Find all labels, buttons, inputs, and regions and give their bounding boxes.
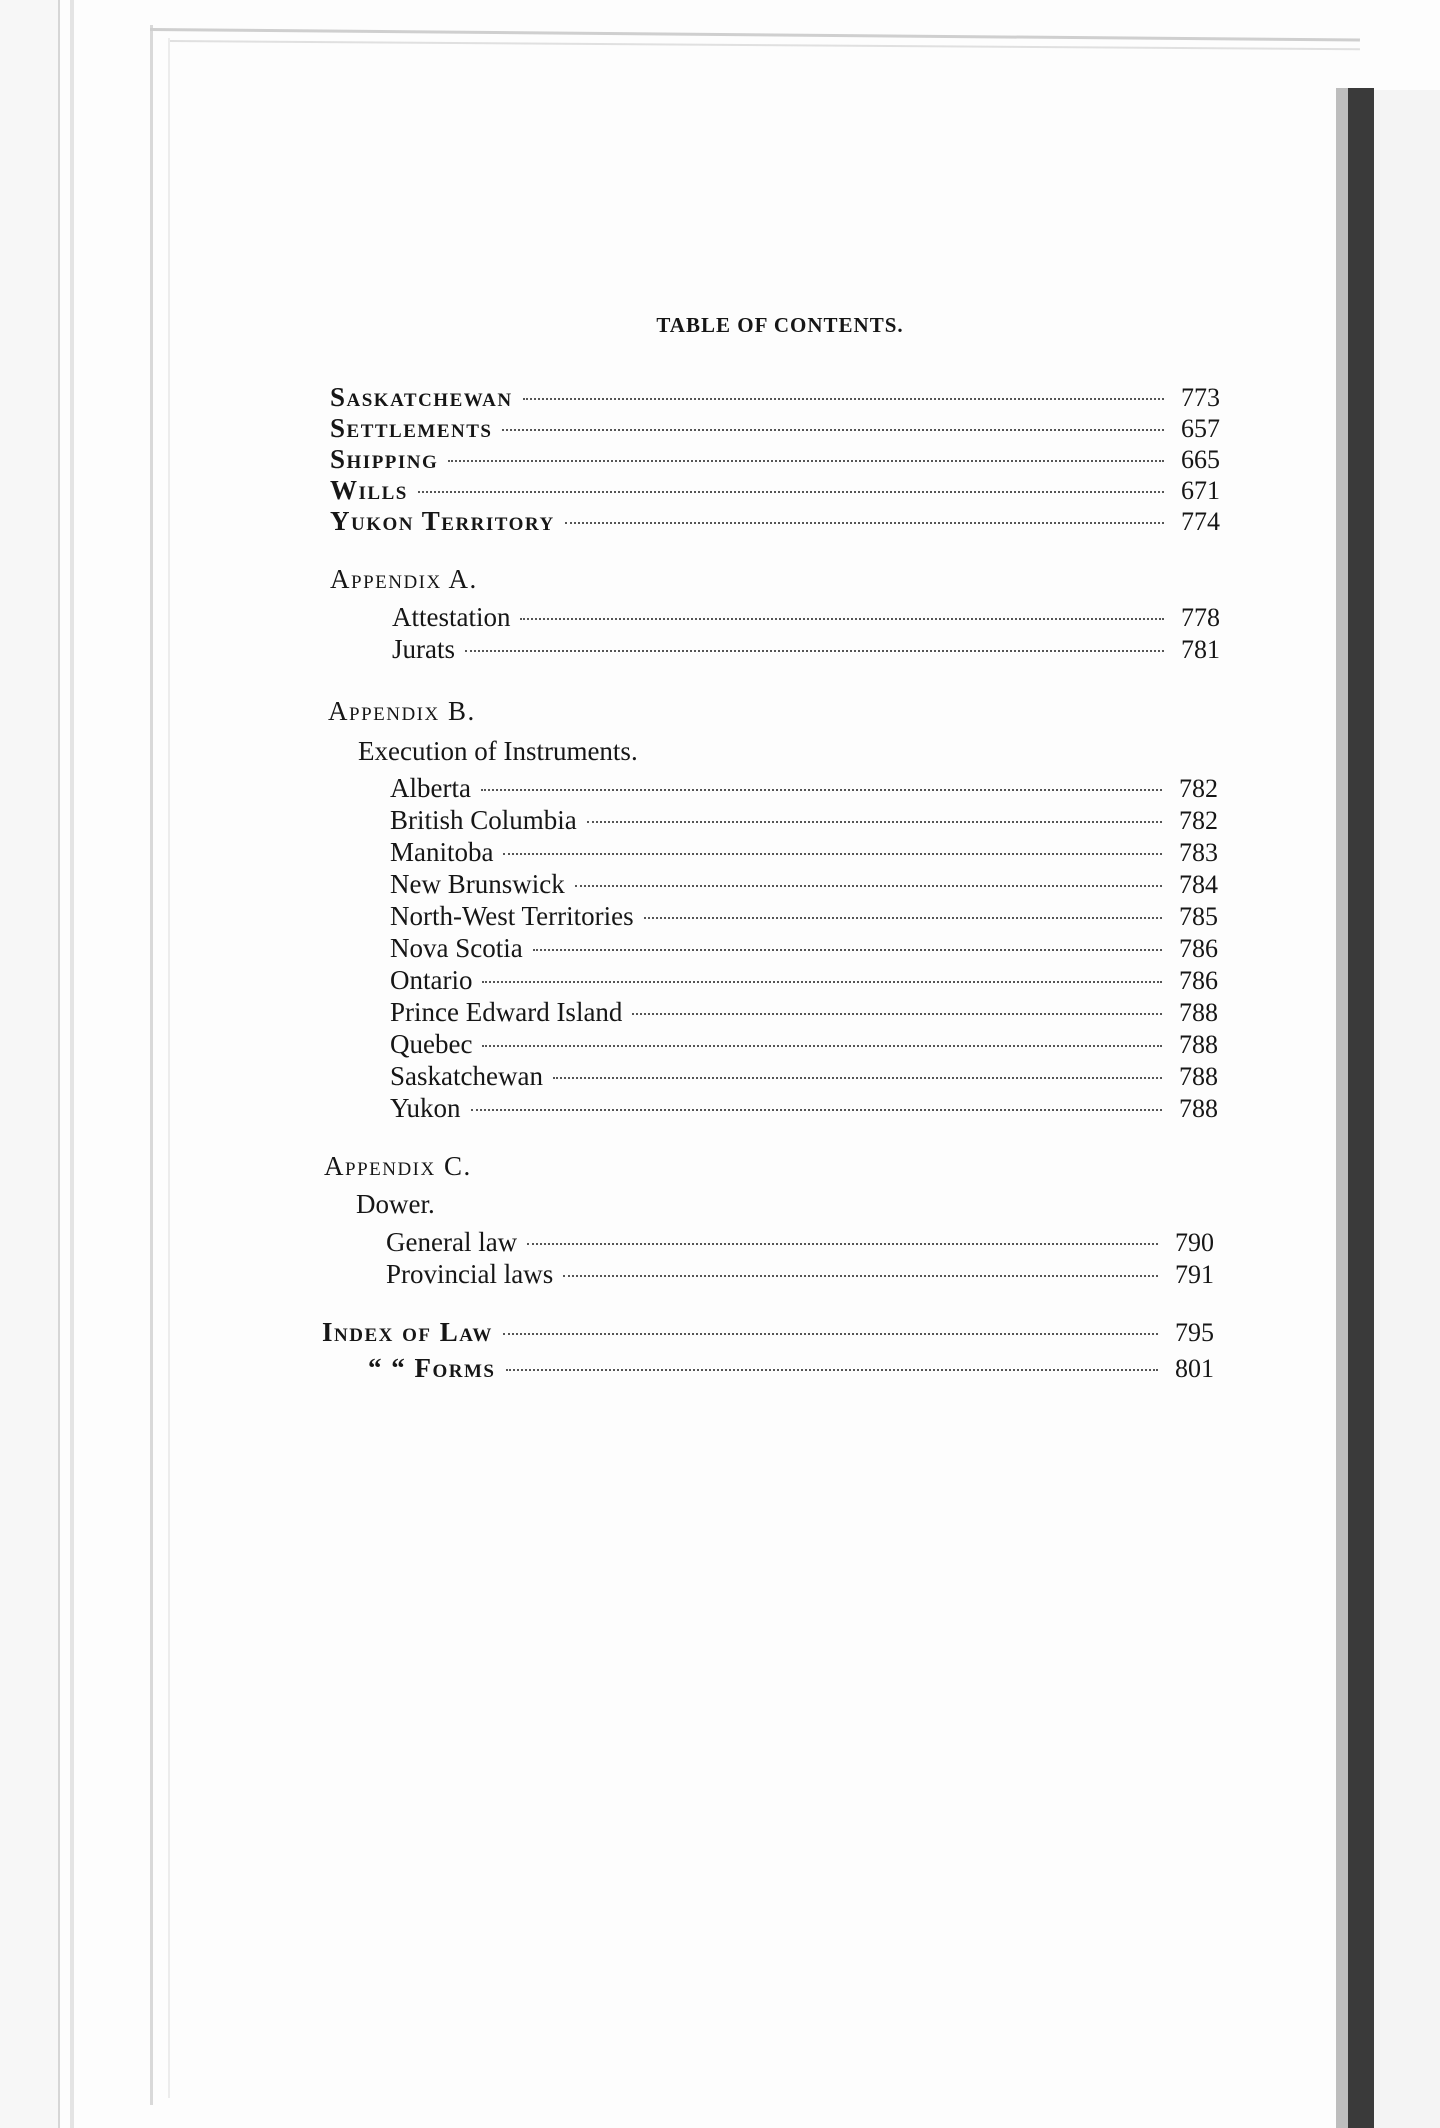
toc-entry-settlements[interactable]: Settlements 657 — [330, 413, 1220, 443]
dot-leader — [482, 980, 1162, 983]
toc-entry-saskatchewan-b[interactable]: Saskatchewan 788 — [390, 1061, 1218, 1091]
dot-leader — [523, 397, 1164, 400]
toc-entry-manitoba[interactable]: Manitoba 783 — [390, 837, 1218, 867]
dot-leader — [471, 1108, 1162, 1111]
dot-leader — [481, 788, 1162, 791]
toc-entry-prince-edward-island[interactable]: Prince Edward Island 788 — [390, 997, 1218, 1027]
toc-entry-yukon-territory[interactable]: Yukon Territory 774 — [330, 506, 1220, 536]
toc-entry-attestation[interactable]: Attestation 778 — [392, 602, 1220, 632]
toc-entry-provincial-laws[interactable]: Provincial laws 791 — [386, 1259, 1214, 1289]
toc-entry-alberta[interactable]: Alberta 782 — [390, 773, 1218, 803]
dot-leader — [644, 916, 1162, 919]
dot-leader — [503, 852, 1162, 855]
toc-entry-saskatchewan[interactable]: Saskatchewan 773 — [330, 382, 1220, 412]
toc-entry-yukon[interactable]: Yukon 788 — [390, 1093, 1218, 1123]
dot-leader — [482, 1044, 1162, 1047]
toc-entry-general-law[interactable]: General law 790 — [386, 1227, 1214, 1257]
dot-leader — [575, 884, 1162, 887]
toc-entry-north-west-territories[interactable]: North-West Territories 785 — [390, 901, 1218, 931]
dot-leader — [448, 459, 1164, 462]
toc-entry-wills[interactable]: Wills 671 — [330, 475, 1220, 505]
toc-entry-index-of-law[interactable]: Index of Law 795 — [322, 1317, 1214, 1347]
dot-leader — [520, 617, 1164, 620]
appendix-c-heading: Appendix C. — [324, 1151, 472, 1181]
toc-entry-shipping[interactable]: Shipping 665 — [330, 444, 1220, 474]
dot-leader — [587, 820, 1162, 823]
toc-entry-new-brunswick[interactable]: New Brunswick 784 — [390, 869, 1218, 899]
toc-entry-index-of-forms[interactable]: “ “ Forms 801 — [368, 1353, 1214, 1383]
appendix-a-heading: Appendix A. — [330, 564, 478, 594]
page-title: TABLE OF CONTENTS. — [656, 313, 904, 337]
toc-entry-jurats[interactable]: Jurats 781 — [392, 634, 1220, 664]
toc-entry-nova-scotia[interactable]: Nova Scotia 786 — [390, 933, 1218, 963]
appendix-c-subheading: Dower. — [356, 1189, 435, 1219]
dot-leader — [506, 1368, 1159, 1371]
dot-leader — [465, 649, 1164, 652]
dot-leader — [553, 1076, 1162, 1079]
appendix-b-subheading: Execution of Instruments. — [358, 736, 638, 766]
toc-entry-quebec[interactable]: Quebec 788 — [390, 1029, 1218, 1059]
dot-leader — [565, 521, 1164, 524]
dot-leader — [632, 1012, 1162, 1015]
dot-leader — [527, 1242, 1158, 1245]
dot-leader — [418, 490, 1164, 493]
toc-entry-british-columbia[interactable]: British Columbia 782 — [390, 805, 1218, 835]
dot-leader — [502, 428, 1164, 431]
dot-leader — [533, 948, 1162, 951]
dot-leader — [503, 1332, 1158, 1335]
appendix-b-heading: Appendix B. — [328, 696, 476, 726]
dot-leader — [563, 1274, 1158, 1277]
toc-entry-ontario[interactable]: Ontario 786 — [390, 965, 1218, 995]
